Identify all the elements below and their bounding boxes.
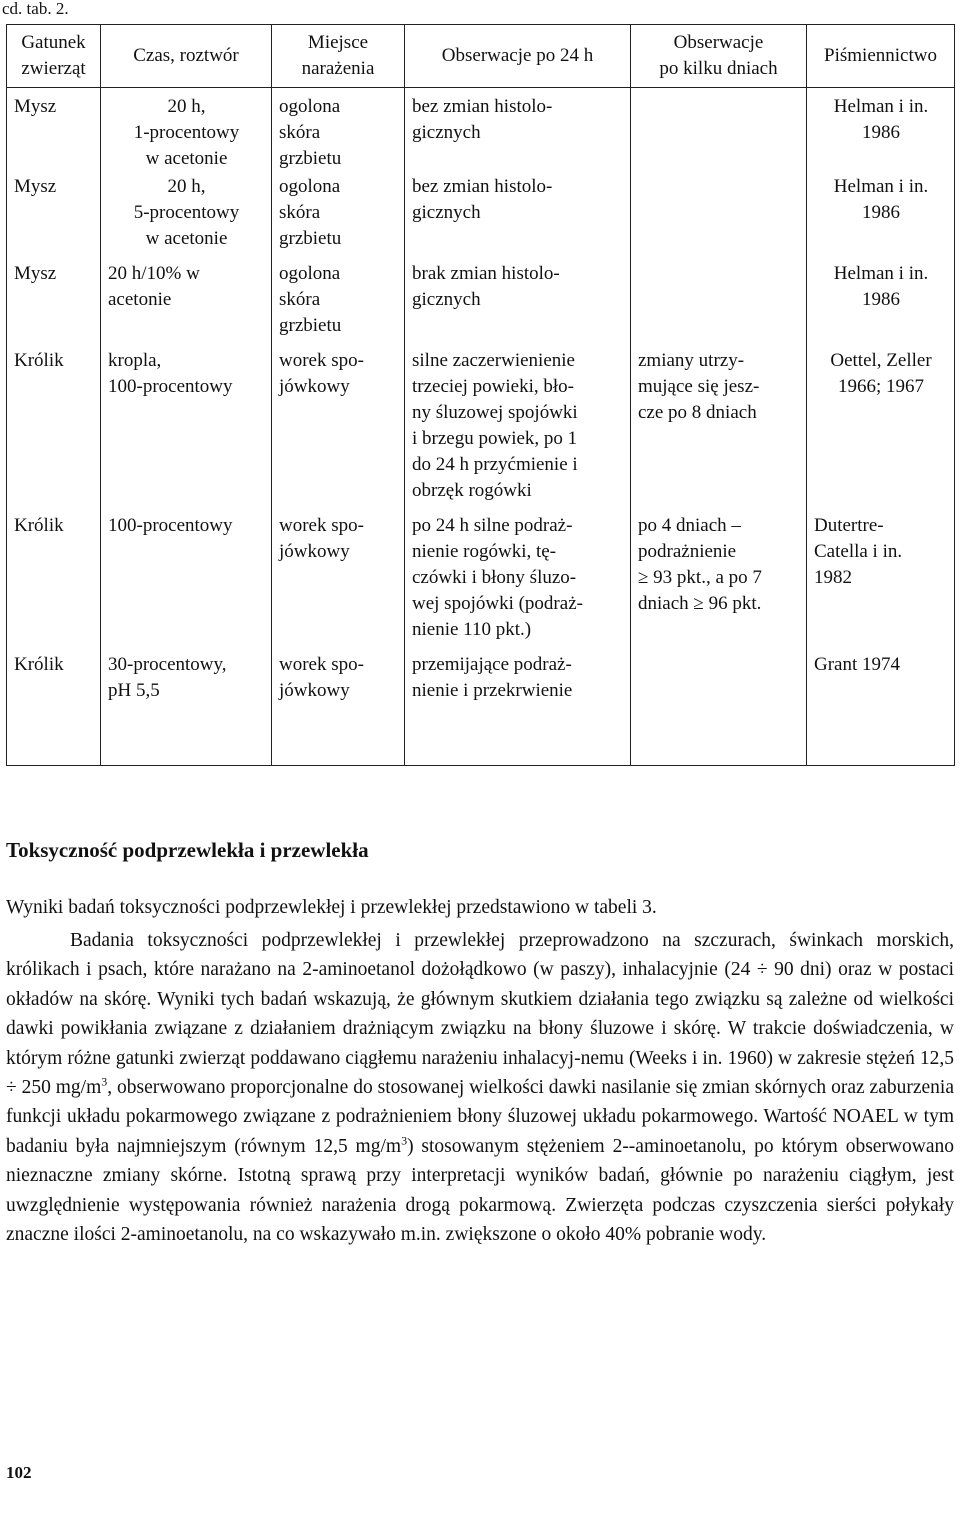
- cell-exposure-site: worek spo- jówkowy: [272, 652, 405, 766]
- cell-observations-24h: po 24 h silne podraż- nienie rogówki, tę- czówki i błony śluzo- wej spojówki (podraż- nienie 110 pkt.): [405, 513, 631, 652]
- cell-reference: Helman i in. 1986: [807, 88, 955, 174]
- section-heading: Toksyczność podprzewlekła i przewlekła: [6, 838, 369, 862]
- cell-observations-24h: silne zaczerwienienie trzeciej powieki, bło- ny śluzowej spojówki i brzegu powiek, po 1 do 24 h przyćmienie i obrzęk rogówki: [405, 348, 631, 513]
- cell-reference: Helman i in. 1986: [807, 261, 955, 348]
- cell-observations-days: [631, 652, 807, 766]
- cell-observations-24h: bez zmian histolo- gicznych: [405, 174, 631, 261]
- header-references: Piśmiennictwo: [807, 25, 955, 88]
- cell-reference: Grant 1974: [807, 652, 955, 766]
- table-header-row: [7, 25, 955, 88]
- table-row: [7, 348, 955, 513]
- cell-time-solution: 30-procentowy, pH 5,5: [101, 652, 272, 766]
- header-exposure-site: Miejsce narażenia: [272, 25, 405, 88]
- cell-time-solution: 20 h/10% w acetonie: [101, 261, 272, 348]
- cell-reference: Helman i in. 1986: [807, 174, 955, 261]
- header-time-solution: Czas, roztwór: [101, 25, 272, 88]
- cell-observations-days: [631, 88, 807, 174]
- header-species: Gatunek zwierząt: [7, 25, 101, 88]
- cell-species: Królik: [7, 348, 101, 513]
- table-row: [7, 174, 955, 261]
- cell-observations-days: [631, 261, 807, 348]
- cell-time-solution: 20 h, 5-procentowy w acetonie: [101, 174, 272, 261]
- cell-exposure-site: ogolona skóra grzbietu: [272, 261, 405, 348]
- cell-exposure-site: ogolona skóra grzbietu: [272, 88, 405, 174]
- table-row: [7, 652, 955, 766]
- table-row: [7, 261, 955, 348]
- cell-reference: Oettel, Zeller 1966; 1967: [807, 348, 955, 513]
- cell-exposure-site: ogolona skóra grzbietu: [272, 174, 405, 261]
- cell-observations-days: po 4 dniach – podrażnienie ≥ 93 pkt., a po 7 dniach ≥ 96 pkt.: [631, 513, 807, 652]
- cell-observations-days: zmiany utrzy- mujące się jesz- cze po 8 dniach: [631, 348, 807, 513]
- header-observations-24h: Obserwacje po 24 h: [405, 25, 631, 88]
- cell-time-solution: 100-procentowy: [101, 513, 272, 652]
- header-observations-days: Obserwacje po kilku dniach: [631, 25, 807, 88]
- cell-species: Królik: [7, 652, 101, 766]
- table-row: [7, 513, 955, 652]
- paragraph-body-part-1: Badania toksyczności podprzewlekłej i przewlekłej przeprowadzono na szczurach, świnkach morskich, królikach i psach, które narażano na 2-aminoetanol dożołądkowo (w paszy), inhalacyjnie (24 ÷ 90 dni) oraz w postaci okładów na skórę. Wyniki tych badań wskazują, że głównym skutkiem działania tego związku są zależne od wielkości dawki powikłania związane z działaniem drażniącym związku na błony śluzowe i skórę. W trakcie doświadczenia, w którym różne gatunki zwierząt poddawano ciągłemu narażeniu inhalacyj-nemu (Weeks i in. 1960) w zakresie stężeń 12,5 ÷ 250 mg/m: [6, 930, 954, 1099]
- cell-species: Mysz: [7, 88, 101, 174]
- cell-exposure-site: worek spo- jówkowy: [272, 348, 405, 513]
- cell-time-solution: 20 h, 1-procentowy w acetonie: [101, 88, 272, 174]
- cell-time-solution: kropla, 100-procentowy: [101, 348, 272, 513]
- cell-observations-days: [631, 174, 807, 261]
- page-number: 102: [6, 1463, 32, 1482]
- cell-exposure-site: worek spo- jówkowy: [272, 513, 405, 652]
- paragraph-body-part-3: ) stosowanym stężeniem 2--aminoetanolu, po którym obserwowano nieznaczne zmiany skórne. Istotną sprawą przy interpretacji wyników badań, głównie po narażeniu ciągłym, jest uwzględnienie występowania również narażenia drogą pokarmową. Zwierzęta podczas czyszczenia sierści połykały znaczne ilości 2-aminoetanolu, na co wskazywało m.in. zwiększone o około 40% pobranie wody.: [6, 1135, 954, 1246]
- paragraph-body: [6, 926, 954, 1249]
- paragraph-intro: Wyniki badań toksyczności podprzewlekłej i przewlekłej przedstawiono w tabeli 3.: [6, 897, 657, 918]
- cell-species: Królik: [7, 513, 101, 652]
- table-row: [7, 88, 955, 174]
- superscript-cubic: 3: [101, 1074, 108, 1089]
- table-continuation-caption: cd. tab. 2.: [2, 0, 69, 18]
- cell-reference: Dutertre- Catella i in. 1982: [807, 513, 955, 652]
- cell-observations-24h: brak zmian histolo- gicznych: [405, 261, 631, 348]
- cell-species: Mysz: [7, 174, 101, 261]
- paragraph-body-part-2: , obserwowano proporcjonalne do stosowanej wielkości dawki nasilanie się zmian skórnych oraz zaburzenia funkcji układu pokarmowego związane z podrażnieniem błony śluzowej układu pokarmowego. Wartość NOAEL w tym badaniu była najmniejszym (równym 12,5 mg/m: [6, 1077, 954, 1157]
- cell-species: Mysz: [7, 261, 101, 348]
- cell-observations-24h: przemijające podraż- nienie i przekrwienie: [405, 652, 631, 766]
- toxicity-table: [6, 24, 955, 766]
- cell-observations-24h: bez zmian histolo- gicznych: [405, 88, 631, 174]
- superscript-cubic: 3: [401, 1133, 408, 1148]
